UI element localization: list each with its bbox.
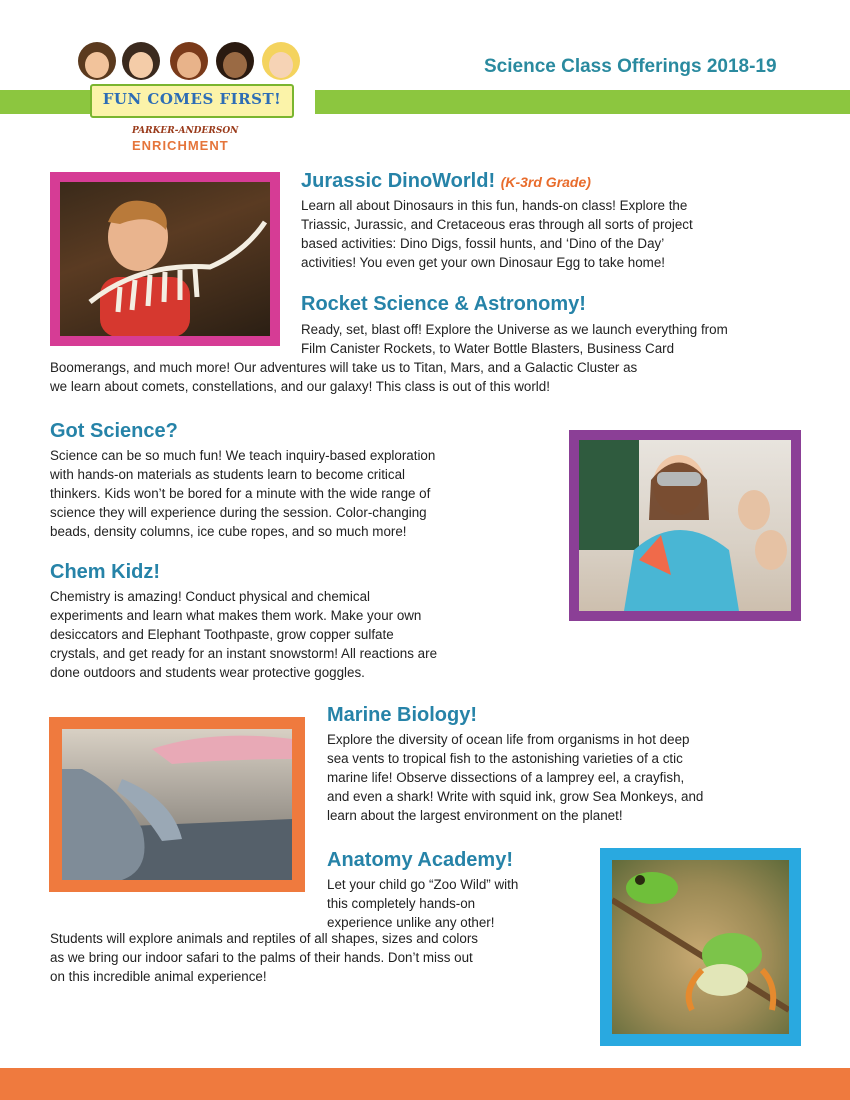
anatomy-heading: Anatomy Academy! [327, 849, 513, 871]
footer-bar [0, 1068, 850, 1100]
text-line: Boomerangs, and much more! Our adventures will take us to Titan, Mars, and a Galactic Cluster as [50, 360, 638, 375]
rocket-text-bottom [50, 358, 637, 396]
science-photo-frame [569, 430, 801, 621]
text-line: crystals, and get ready for an instant snowstorm! All reactions are [50, 646, 438, 661]
dino-title: Jurassic DinoWorld! [301, 170, 496, 192]
logo-brand-line2: ENRICHMENT [132, 138, 229, 153]
text-line: Learn all about Dinosaurs in this fun, hands-on class! Explore the [301, 198, 688, 213]
text-line: Triassic, Jurassic, and Cretaceous eras through all sorts of project [301, 217, 693, 232]
logo-brand-line1: PARKER-ANDERSON [132, 126, 239, 136]
rocket-heading: Rocket Science & Astronomy! [301, 293, 586, 315]
text-line: and even a shark! Write with squid ink, grow Sea Monkeys, and [327, 789, 704, 804]
page-title: Science Class Offerings 2018-19 [484, 56, 777, 77]
text-line: on this incredible animal experience! [50, 969, 267, 984]
dino-grade: (K-3rd Grade) [500, 174, 591, 190]
dino-photo [60, 182, 270, 336]
dino-text [301, 196, 693, 272]
anatomy-photo-frame [600, 848, 801, 1046]
marine-photo [62, 729, 292, 880]
header-bar-right [315, 90, 850, 114]
chem-text [50, 587, 437, 682]
text-line: activities! You even get your own Dinosaur Egg to take home! [301, 255, 665, 270]
marine-photo-frame [49, 717, 305, 892]
text-line: beads, density columns, ice cube ropes, and so much more! [50, 524, 407, 539]
science-photo [579, 440, 791, 611]
text-line: this completely hands-on [327, 896, 476, 911]
got-science-heading: Got Science? [50, 420, 178, 442]
logo-banner [90, 84, 294, 118]
chem-heading: Chem Kidz! [50, 561, 160, 583]
text-line: with hands-on materials as students learn to become critical [50, 467, 406, 482]
text-line: experiments and learn what makes them work. Make your own [50, 608, 422, 623]
text-line: done outdoors and students wear protective goggles. [50, 665, 365, 680]
kids-illustration [78, 40, 308, 86]
text-line: Ready, set, blast off! Explore the Universe as we launch everything from [301, 322, 728, 337]
text-line: Chemistry is amazing! Conduct physical and chemical [50, 589, 371, 604]
text-line: experience unlike any other! [327, 915, 495, 930]
text-line: Explore the diversity of ocean life from organisms in hot deep [327, 732, 690, 747]
anatomy-photo [612, 860, 789, 1034]
text-line: thinkers. Kids won’t be bored for a minute with the wide range of [50, 486, 431, 501]
text-line: based activities: Dino Digs, fossil hunts, and ‘Dino of the Day’ [301, 236, 665, 251]
anatomy-text-bottom [50, 929, 478, 986]
text-line: Students will explore animals and reptiles of all shapes, sizes and colors [50, 931, 478, 946]
logo-banner-text: FUN COMES FIRST! [102, 90, 282, 108]
text-line: Film Canister Rockets, to Water Bottle Blasters, Business Card [301, 341, 675, 356]
marine-heading: Marine Biology! [327, 704, 478, 726]
text-line: sea vents to tropical fish to the astonishing varieties of a ctic [327, 751, 683, 766]
text-line: science they will experience during the session. Color-changing [50, 505, 427, 520]
dino-photo-frame [50, 172, 280, 346]
text-line: marine life! Observe dissections of a lamprey eel, a crayfish, [327, 770, 685, 785]
text-line: Let your child go “Zoo Wild” with [327, 877, 519, 892]
text-line: as we bring our indoor safari to the palms of their hands. Don’t miss out [50, 950, 473, 965]
text-line: we learn about comets, constellations, and our galaxy! This class is out of this world! [50, 379, 550, 394]
anatomy-text-top [327, 875, 518, 932]
rocket-text-top [301, 320, 728, 358]
text-line: learn about the largest environment on the planet! [327, 808, 623, 823]
marine-text [327, 730, 703, 825]
dino-heading [301, 170, 591, 193]
text-line: desiccators and Elephant Toothpaste, grow copper sulfate [50, 627, 394, 642]
text-line: Science can be so much fun! We teach inquiry-based exploration [50, 448, 436, 463]
fun-comes-first-logo [72, 40, 312, 158]
got-science-text [50, 446, 435, 541]
